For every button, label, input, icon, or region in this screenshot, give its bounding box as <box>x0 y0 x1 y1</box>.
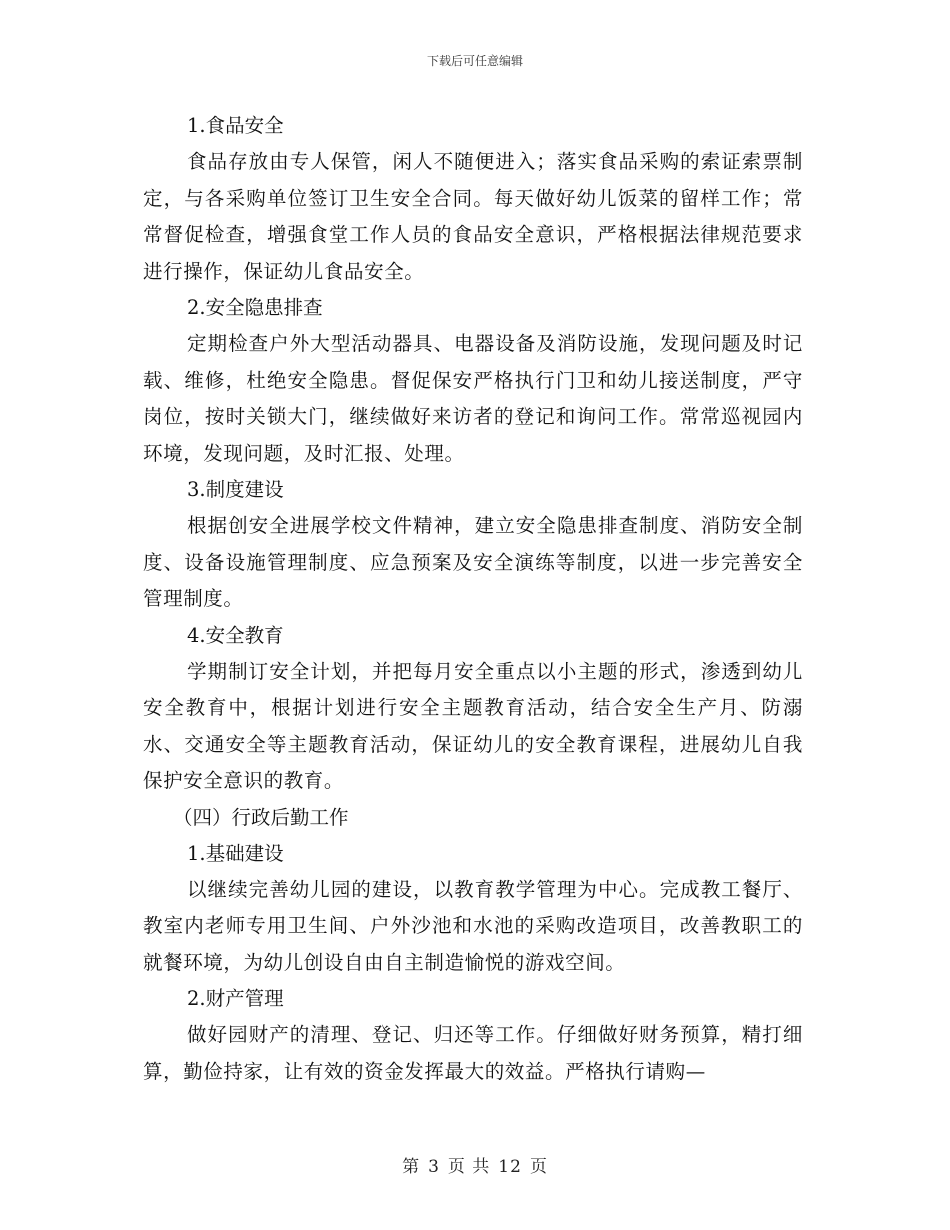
footer-current-page: 3 <box>428 1157 440 1177</box>
paragraph-food-safety: 食品存放由专人保管，闲人不随便进入；落实食品采购的索证索票制定，与各采购单位签订卫生安全合同。每天做好幼儿饭菜的留样工作；常常督促检查，增强食堂工作人员的食品安全意识，严格根据法律规范要求进行操作，保证幼儿食品安全。 <box>143 150 803 283</box>
paragraph-property-management: 做好园财产的清理、登记、归还等工作。仔细做好财务预算，精打细算，勤俭持家，让有效的资金发挥最大的效益。严格执行请购— <box>143 1023 803 1083</box>
heading-property-management: 2.财产管理 <box>187 987 284 1010</box>
heading-safety-education: 4.安全教育 <box>187 623 284 647</box>
footer-total-pages: 12 <box>498 1157 522 1177</box>
heading-infrastructure: 1.基础建设 <box>187 841 284 865</box>
heading-hazard-inspection: 2.安全隐患排查 <box>187 296 323 319</box>
heading-system-building: 3.制度建设 <box>187 478 284 501</box>
paragraph-infrastructure: 以继续完善幼儿园的建设，以教育教学管理为中心。完成教工餐厅、教室内老师专用卫生间、户外沙池和水池的采购改造项目，改善教职工的就餐环境，为幼儿创设自由自主制造愉悦的游戏空间。 <box>143 877 803 974</box>
section-heading-admin-logistics: （四）行政后勤工作 <box>173 805 349 829</box>
paragraph-hazard-inspection: 定期检查户外大型活动器具、电器设备及消防设施，发现问题及时记载、维修，杜绝安全隐患。督促保安严格执行门卫和幼儿接送制度，严守岗位，按时关锁大门，继续做好来访者的登记和询问工作。常常巡视园内环境，发现问题，及时汇报、处理。 <box>143 332 803 465</box>
page-header: 下载后可任意编辑 <box>426 54 523 68</box>
paragraph-safety-education: 学期制订安全计划，并把每月安全重点以小主题的形式，渗透到幼儿安全教育中，根据计划进行安全主题教育活动，结合安全生产月、防溺水、交通安全等主题教育活动，保证幼儿的安全教育课程，进展幼儿自我保护安全意识的教育。 <box>143 659 803 792</box>
document-body <box>143 108 803 1090</box>
page-footer <box>0 1152 950 1177</box>
footer-suffix: 页 <box>529 1157 548 1177</box>
heading-food-safety: 1.食品安全 <box>187 114 284 137</box>
paragraph-system-building: 根据创安全进展学校文件精神，建立安全隐患排查制度、消防安全制度、设备设施管理制度、应急预案及安全演练等制度，以进一步完善安全管理制度。 <box>143 514 803 610</box>
footer-prefix: 第 <box>402 1157 421 1177</box>
footer-middle: 页 共 <box>447 1157 491 1177</box>
